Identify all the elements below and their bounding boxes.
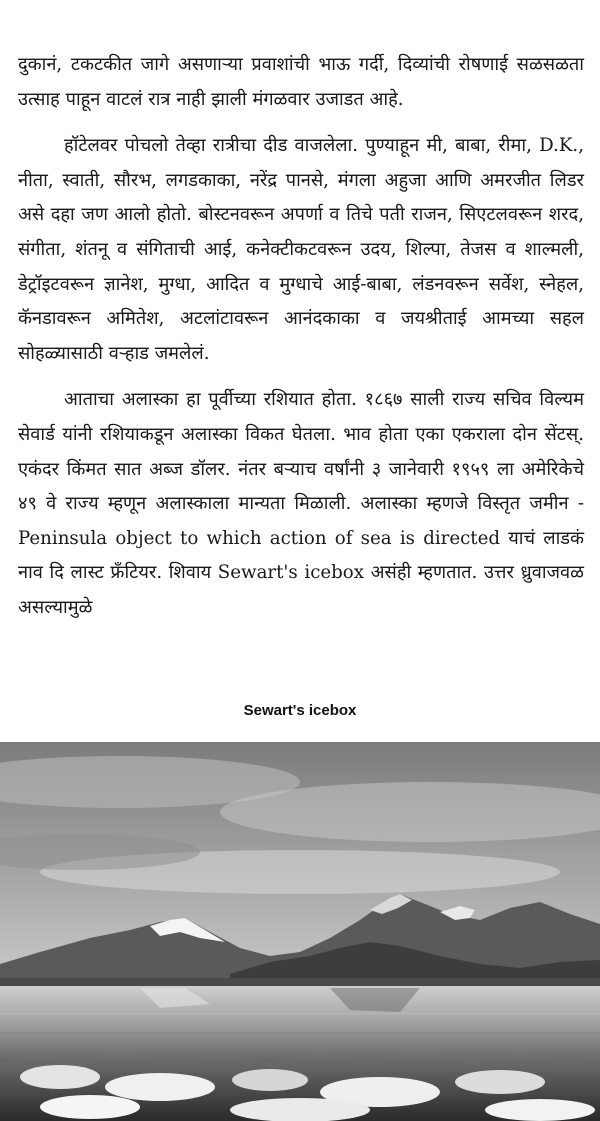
- paragraph-1: दुकानं, टकटकीत जागे असणाऱ्या प्रवाशांची भाऊ गर्दी, दिव्यांची रोषणाई सळसळता उत्साह पाहून वाटलं रात्र नाही झाली मंगळवार उजाडत आहे.: [18, 54, 584, 110]
- paragraph-2: हॉटेलवर पोचलो तेव्हा रात्रीचा दीड वाजलेला. पुण्याहून मी, बाबा, रीमा, D.K., नीता, स्वाती, सौरभ, लगडकाका, नरेंद्र पानसे, मंगला अहुजा आणि अमरजीत लिडर असे दहा जण आलो होतो. बोस्टनवरून अपर्णा व तिचे पती राजन, सिएटलवरून शरद, संगीता, शंतनू व संगिताची आई, कनेक्टीकटवरून उदय, शिल्पा, तेजस व शाल्मली, डेट्रॉइटवरून ज्ञानेश, मुग्धा, आदित व मुग्धाचे आई-बाबा, लंडनवरून सर्वेश, स्नेहल, कॅनडावरून अमितेश, अटलांटावरून आनंदकाका व जयश्रीताई आमच्या सहल सोहळ्यासाठी वऱ्हाड जमलेलं.: [18, 135, 584, 364]
- alaska-landscape-photo: [0, 742, 600, 1121]
- paragraph-3: आताचा अलास्का हा पूर्वीच्या रशियात होता. १८६७ साली राज्य सचिव विल्यम सेवार्ड यांनी रशियाकडून अलास्का विकत घेतला. भाव होता एका एकराला दोन सेंटस्. एकंदर किंमत सात अब्ज डॉलर. नंतर बऱ्याच वर्षांनी ३ जानेवारी १९५९ ला अमेरिकेचे ४९ वे राज्य म्हणून अलास्काला मान्यता मिळाली. अलास्का म्हणजे विस्तृत जमीन - Peninsula object to which action of sea is directed याचं लाडकं नाव दि लास्ट फ्रँटियर. शिवाय Sewart's icebox असंही म्हणतात. उत्तर ध्रुवाजवळ असल्यामुळे: [18, 389, 584, 618]
- photo-caption: Sewart's icebox: [243, 702, 357, 719]
- body-text: [18, 48, 584, 638]
